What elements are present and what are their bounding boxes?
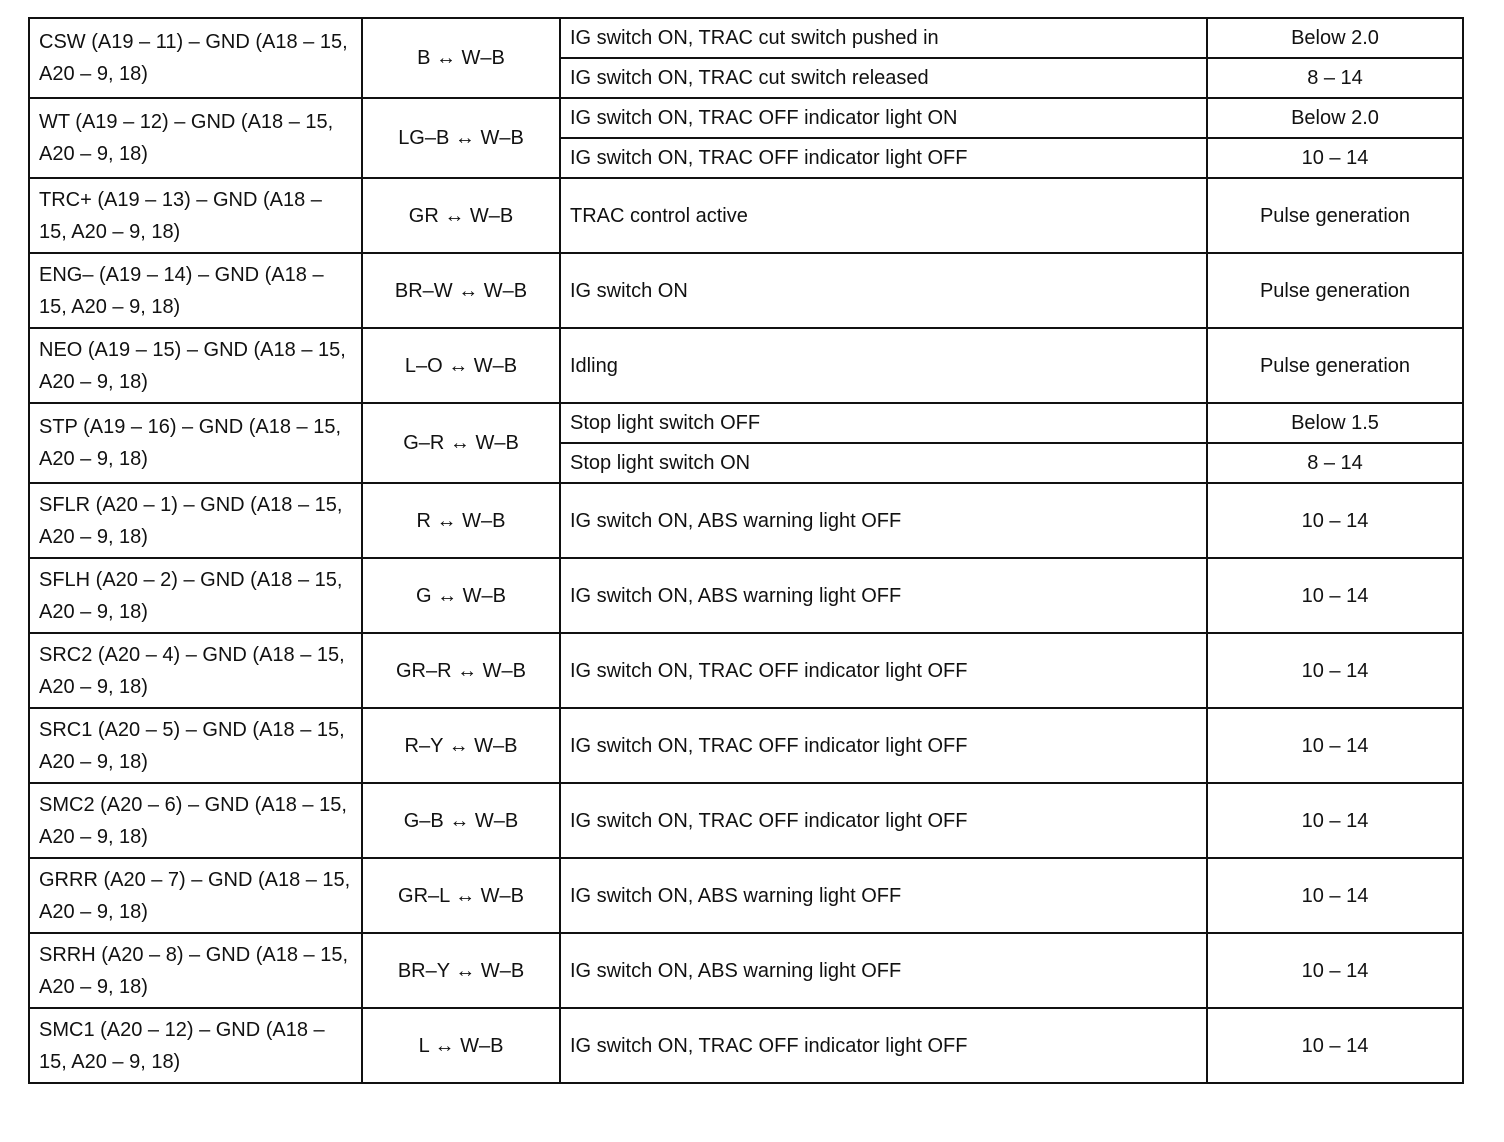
wiring-color-cell: BR–Y ↔ W–B	[362, 933, 560, 1008]
wiring-color-cell: LG–B ↔ W–B	[362, 98, 560, 178]
condition-cell: IG switch ON, ABS warning light OFF	[560, 483, 1207, 558]
specified-value-cell: 10 – 14	[1207, 858, 1463, 933]
specified-value-cell: Below 1.5	[1207, 403, 1463, 443]
terminal-cell: GRRR (A20 – 7) – GND (A18 – 15, A20 – 9, 18)	[29, 858, 362, 933]
terminal-cell: NEO (A19 – 15) – GND (A18 – 15, A20 – 9, 18)	[29, 328, 362, 403]
terminal-cell: SMC1 (A20 – 12) – GND (A18 – 15, A20 – 9, 18)	[29, 1008, 362, 1083]
specified-value-cell: 10 – 14	[1207, 783, 1463, 858]
specified-value-cell: 10 – 14	[1207, 708, 1463, 783]
terminal-cell: STP (A19 – 16) – GND (A18 – 15, A20 – 9, 18)	[29, 403, 362, 483]
condition-cell: TRAC control active	[560, 178, 1207, 253]
terminal-cell: ENG– (A19 – 14) – GND (A18 – 15, A20 – 9, 18)	[29, 253, 362, 328]
table-row	[29, 933, 1463, 1008]
specified-value-cell: Pulse generation	[1207, 253, 1463, 328]
table-row	[29, 558, 1463, 633]
terminal-cell: SRRH (A20 – 8) – GND (A18 – 15, A20 – 9, 18)	[29, 933, 362, 1008]
table-row	[29, 1008, 1463, 1083]
table-row	[29, 253, 1463, 328]
wiring-color-cell: G ↔ W–B	[362, 558, 560, 633]
wiring-color-cell: L–O ↔ W–B	[362, 328, 560, 403]
condition-cell: IG switch ON, TRAC OFF indicator light OFF	[560, 1008, 1207, 1083]
specified-value-cell: Below 2.0	[1207, 18, 1463, 58]
specified-value-cell: Below 2.0	[1207, 98, 1463, 138]
specified-value-cell: Pulse generation	[1207, 178, 1463, 253]
specified-value-cell: 10 – 14	[1207, 633, 1463, 708]
terminal-cell: TRC+ (A19 – 13) – GND (A18 – 15, A20 – 9, 18)	[29, 178, 362, 253]
terminal-cell: CSW (A19 – 11) – GND (A18 – 15, A20 – 9, 18)	[29, 18, 362, 98]
table-row	[29, 858, 1463, 933]
table-row	[29, 633, 1463, 708]
terminal-voltage-table	[28, 17, 1464, 1084]
condition-cell: IG switch ON, TRAC OFF indicator light OFF	[560, 633, 1207, 708]
terminal-cell: SRC2 (A20 – 4) – GND (A18 – 15, A20 – 9, 18)	[29, 633, 362, 708]
terminal-cell: SFLH (A20 – 2) – GND (A18 – 15, A20 – 9, 18)	[29, 558, 362, 633]
wiring-color-cell: GR–R ↔ W–B	[362, 633, 560, 708]
wiring-color-cell: B ↔ W–B	[362, 18, 560, 98]
table-row	[29, 18, 1463, 58]
specified-value-cell: 8 – 14	[1207, 443, 1463, 483]
terminal-cell: WT (A19 – 12) – GND (A18 – 15, A20 – 9, 18)	[29, 98, 362, 178]
condition-cell: IG switch ON, TRAC OFF indicator light OFF	[560, 783, 1207, 858]
condition-cell: IG switch ON, TRAC cut switch pushed in	[560, 18, 1207, 58]
table-row	[29, 328, 1463, 403]
condition-cell: IG switch ON, ABS warning light OFF	[560, 558, 1207, 633]
table-row	[29, 403, 1463, 443]
specified-value-cell: 10 – 14	[1207, 138, 1463, 178]
table-row	[29, 483, 1463, 558]
terminal-cell: SRC1 (A20 – 5) – GND (A18 – 15, A20 – 9, 18)	[29, 708, 362, 783]
wiring-color-cell: R ↔ W–B	[362, 483, 560, 558]
condition-cell: Stop light switch OFF	[560, 403, 1207, 443]
specified-value-cell: 10 – 14	[1207, 1008, 1463, 1083]
specified-value-cell: Pulse generation	[1207, 328, 1463, 403]
table-row	[29, 783, 1463, 858]
condition-cell: IG switch ON, ABS warning light OFF	[560, 933, 1207, 1008]
wiring-color-cell: G–B ↔ W–B	[362, 783, 560, 858]
condition-cell: IG switch ON, TRAC OFF indicator light ON	[560, 98, 1207, 138]
condition-cell: IG switch ON, TRAC OFF indicator light OFF	[560, 708, 1207, 783]
specified-value-cell: 10 – 14	[1207, 933, 1463, 1008]
wiring-color-cell: GR ↔ W–B	[362, 178, 560, 253]
condition-cell: IG switch ON, TRAC cut switch released	[560, 58, 1207, 98]
wiring-color-cell: G–R ↔ W–B	[362, 403, 560, 483]
terminal-cell: SMC2 (A20 – 6) – GND (A18 – 15, A20 – 9, 18)	[29, 783, 362, 858]
table-body	[29, 18, 1463, 1083]
wiring-color-cell: BR–W ↔ W–B	[362, 253, 560, 328]
condition-cell: IG switch ON, ABS warning light OFF	[560, 858, 1207, 933]
table-row	[29, 178, 1463, 253]
wiring-color-cell: GR–L ↔ W–B	[362, 858, 560, 933]
condition-cell: IG switch ON	[560, 253, 1207, 328]
specified-value-cell: 10 – 14	[1207, 483, 1463, 558]
wiring-color-cell: L ↔ W–B	[362, 1008, 560, 1083]
condition-cell: IG switch ON, TRAC OFF indicator light OFF	[560, 138, 1207, 178]
condition-cell: Idling	[560, 328, 1207, 403]
specified-value-cell: 8 – 14	[1207, 58, 1463, 98]
table-row	[29, 98, 1463, 138]
table-row	[29, 708, 1463, 783]
specified-value-cell: 10 – 14	[1207, 558, 1463, 633]
terminal-cell: SFLR (A20 – 1) – GND (A18 – 15, A20 – 9, 18)	[29, 483, 362, 558]
condition-cell: Stop light switch ON	[560, 443, 1207, 483]
wiring-color-cell: R–Y ↔ W–B	[362, 708, 560, 783]
